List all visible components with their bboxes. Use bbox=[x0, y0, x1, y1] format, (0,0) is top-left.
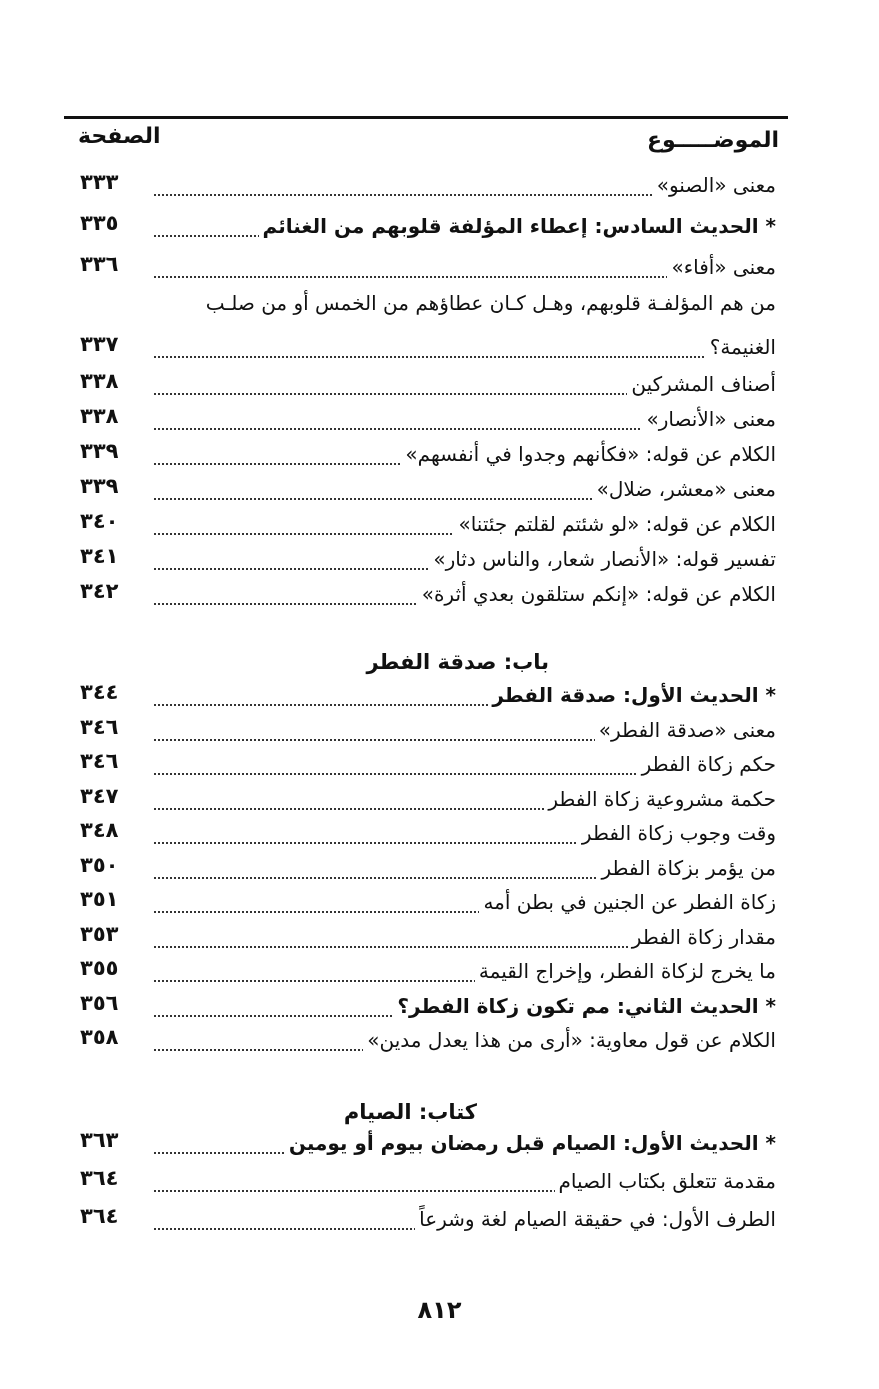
toc-entry-title: زكاة الفطر عن الجنين في بطن أمه bbox=[479, 887, 776, 917]
toc-entry-page: ٣٤٠ bbox=[80, 509, 119, 533]
toc-entry bbox=[64, 507, 776, 541]
toc-entry-page: ٣٥٥ bbox=[80, 956, 119, 980]
toc-entry bbox=[64, 782, 776, 816]
toc-entry-title: الكلام عن قول معاوية: «أرى من هذا يعدل مدين» bbox=[363, 1025, 776, 1055]
toc-entry bbox=[64, 920, 776, 954]
toc-entry bbox=[64, 1023, 776, 1057]
toc-entry-page: ٣٥٦ bbox=[80, 990, 119, 1015]
chapter-heading: باب: صدقة الفطر bbox=[366, 650, 549, 674]
toc-entry bbox=[64, 747, 776, 781]
toc-entry bbox=[64, 437, 776, 471]
toc-entry-multiline-first-line: من هم المؤلفـة قلوبهم، وهـل كـان عطاؤهم من الخمس أو من صلـب bbox=[205, 291, 776, 315]
toc-entry-title: معنى «معشر، ضلال» bbox=[593, 474, 776, 504]
top-rule bbox=[64, 116, 788, 119]
toc-entry bbox=[64, 367, 776, 401]
toc-entry bbox=[64, 472, 776, 506]
toc-entry-page: ٣٤٤ bbox=[80, 680, 119, 704]
toc-entry-title: * الحديث الأول: الصيام قبل رمضان بيوم أو يومين bbox=[285, 1128, 776, 1158]
toc-entry bbox=[64, 168, 776, 202]
toc-entry-title: أصناف المشركين bbox=[627, 369, 776, 399]
toc-entry-page: ٣٣٩ bbox=[80, 439, 119, 463]
book-heading: كتاب: الصيام bbox=[343, 1100, 477, 1124]
toc-entry-title: * الحديث الأول: صدقة الفطر bbox=[488, 680, 776, 710]
toc-entry-page: ٣٤٦ bbox=[80, 714, 119, 739]
toc-entry-title: معنى «الصنو» bbox=[653, 170, 776, 200]
toc-entry-page: ٣٥٠ bbox=[80, 852, 119, 877]
toc-entry-page: ٣٦٤ bbox=[80, 1204, 119, 1228]
toc-entry bbox=[64, 1202, 776, 1236]
toc-entry-title: معنى «صدقة الفطر» bbox=[595, 715, 776, 745]
toc-entry-page: ٣٦٣ bbox=[80, 1128, 119, 1152]
toc-entry bbox=[64, 1126, 776, 1160]
toc-entry-page: ٣٥٨ bbox=[80, 1025, 119, 1049]
toc-entry-title: الكلام عن قوله: «إنكم ستلقون بعدي أثرة» bbox=[418, 579, 776, 609]
toc-entry-title: حكمة مشروعية زكاة الفطر bbox=[544, 784, 776, 814]
toc-entry-title: مقدمة تتعلق بكتاب الصيام bbox=[555, 1166, 776, 1196]
toc-entry bbox=[64, 989, 776, 1023]
toc-entry-title: الطرف الأول: في حقيقة الصيام لغة وشرعاً bbox=[415, 1204, 776, 1234]
toc-entry-page: ٣٥١ bbox=[80, 887, 119, 911]
toc-entry-page: ٣٣٨ bbox=[80, 369, 119, 393]
toc-entry-title: معنى «أفاء» bbox=[667, 252, 776, 282]
toc-entry-title: * الحديث الثاني: مم تكون زكاة الفطر؟ bbox=[393, 991, 776, 1021]
toc-entry-title: الكلام عن قوله: «فكأنهم وجدوا في أنفسهم» bbox=[401, 439, 776, 469]
toc-entry-title: من يؤمر بزكاة الفطر bbox=[597, 853, 776, 883]
toc-entry-title: معنى «الأنصار» bbox=[642, 404, 776, 434]
toc-entry-page: ٣٤٧ bbox=[80, 783, 119, 808]
toc-entry-page: ٣٤١ bbox=[80, 544, 119, 568]
toc-entry-title: وقت وجوب زكاة الفطر bbox=[578, 818, 776, 848]
toc-entry-title: * الحديث السادس: إعطاء المؤلفة قلوبهم من الغنائم bbox=[259, 211, 776, 241]
toc-entry bbox=[64, 209, 776, 243]
toc-entry-title: تفسير قوله: «الأنصار شعار، والناس دثار» bbox=[429, 544, 776, 574]
toc-entry-title: مقدار زكاة الفطر bbox=[628, 922, 776, 952]
toc-entry-page: ٣٣٧ bbox=[80, 332, 119, 356]
toc-entry bbox=[64, 816, 776, 850]
toc-entry-page: ٣٤٨ bbox=[80, 818, 119, 842]
toc-entry-title: ما يخرج لزكاة الفطر، وإخراج القيمة bbox=[475, 956, 776, 986]
page-number: ٨١٢ bbox=[417, 1296, 462, 1324]
toc-entry-page: ٣٤٦ bbox=[80, 749, 119, 773]
toc-entry bbox=[64, 713, 776, 747]
toc-entry-page: ٣٣٦ bbox=[80, 252, 119, 276]
toc-entry bbox=[64, 250, 776, 284]
toc-entry bbox=[64, 1164, 776, 1198]
toc-entry bbox=[64, 954, 776, 988]
toc-entry bbox=[64, 885, 776, 919]
toc-entry bbox=[64, 577, 776, 611]
toc-entry-page: ٣٣٣ bbox=[80, 170, 119, 194]
toc-entry-page: ٣٦٤ bbox=[80, 1166, 119, 1190]
toc-entry bbox=[64, 851, 776, 885]
toc-entry-title: حكم زكاة الفطر bbox=[638, 749, 776, 779]
toc-entry-title: الكلام عن قوله: «لو شئتم لقلتم جئتنا» bbox=[454, 509, 776, 539]
toc-entry-page: ٣٣٥ bbox=[80, 211, 119, 235]
toc-entry bbox=[64, 678, 776, 712]
toc-entry-page: ٣٣٩ bbox=[80, 474, 119, 498]
page-column-header: الصفحة bbox=[78, 124, 161, 149]
toc-entry bbox=[64, 542, 776, 576]
toc-entry bbox=[64, 402, 776, 436]
toc-entry-page: ٣٣٨ bbox=[80, 404, 119, 428]
toc-entry-title: الغنيمة؟ bbox=[706, 332, 776, 362]
toc-entry-page: ٣٥٣ bbox=[80, 921, 119, 946]
toc-entry-multiline-last-line bbox=[64, 330, 776, 364]
leader-dots bbox=[154, 356, 776, 358]
toc-entry-page: ٣٤٢ bbox=[80, 579, 119, 603]
subject-column-header: الموضـــــوع bbox=[646, 128, 779, 153]
